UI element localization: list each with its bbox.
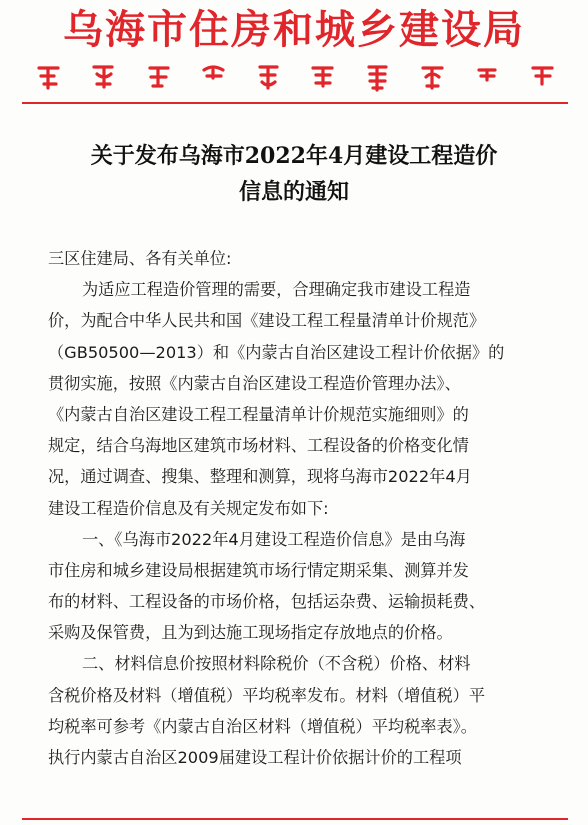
mongolian-script-icon	[91, 62, 117, 92]
mongolian-script-icon	[310, 62, 336, 92]
paragraph-line: 价，为配合中华人民共和国《建设工程工程量清单计价规范》	[48, 311, 486, 331]
mongolian-script-icon	[201, 62, 227, 92]
mongolian-script-icon	[475, 62, 501, 92]
notice-body	[48, 243, 546, 773]
paragraph-line: 布的材料、工程设备的市场价格，包括运杂费、运输损耗费、	[48, 592, 486, 612]
agency-masthead: 乌海市住房和城乡建设局	[63, 7, 525, 53]
paragraph-line: 一、《乌海市2022年4月建设工程造价信息》是由乌海	[82, 529, 466, 549]
paragraph-line: 采购及保管费，且为到达施工现场指定存放地点的价格。	[48, 623, 453, 643]
mongolian-script-icon	[365, 62, 391, 92]
paragraph-line: 贯彻实施，按照《内蒙古自治区建设工程造价管理办法》、	[48, 373, 461, 393]
notice-title	[0, 138, 588, 210]
notice-title-line: 关于发布乌海市2022年4月建设工程造价	[90, 143, 498, 169]
header-divider	[22, 102, 568, 104]
paragraph-line: 二、材料信息价按照材料除税价（不含税）价格、材料	[82, 654, 471, 674]
paragraph-line: 况，通过调查、搜集、整理和测算，现将乌海市2022年4月	[48, 467, 472, 487]
notice-title-line: 信息的通知	[238, 179, 349, 205]
mongolian-script-row	[36, 62, 556, 92]
paragraph-line: 均税率可参考《内蒙古自治区材料（增值税）平均税率表》。	[48, 716, 477, 736]
salutation: 三区住建局、各有关单位:	[48, 249, 232, 268]
mongolian-script-icon	[256, 62, 282, 92]
paragraph-line: 含税价格及材料（增值税）平均税率发布。材料（增值税）平	[48, 685, 486, 705]
paragraph-line: 《内蒙古自治区建设工程工程量清单计价规范实施细则》的	[48, 404, 469, 424]
footer-divider	[22, 818, 568, 820]
paragraph-line: 执行内蒙古自治区2009届建设工程计价依据计价的工程项	[48, 748, 462, 767]
paragraph-line: 市住房和城乡建设局根据建筑市场行情定期采集、测算并发	[48, 560, 469, 580]
mongolian-script-icon	[36, 62, 62, 92]
paragraph-line: 规定，结合乌海地区建筑市场材料、工程设备的价格变化情	[48, 436, 469, 456]
mongolian-script-icon	[420, 62, 446, 92]
paragraph-line: （GB50500—2013）和《内蒙古自治区建设工程计价依据》的	[48, 342, 505, 362]
paragraph-line: 为适应工程造价管理的需要，合理确定我市建设工程造	[82, 280, 471, 300]
mongolian-script-icon	[146, 62, 172, 92]
mongolian-script-icon	[530, 62, 556, 92]
paragraph-line: 建设工程造价信息及有关规定发布如下:	[48, 498, 329, 518]
